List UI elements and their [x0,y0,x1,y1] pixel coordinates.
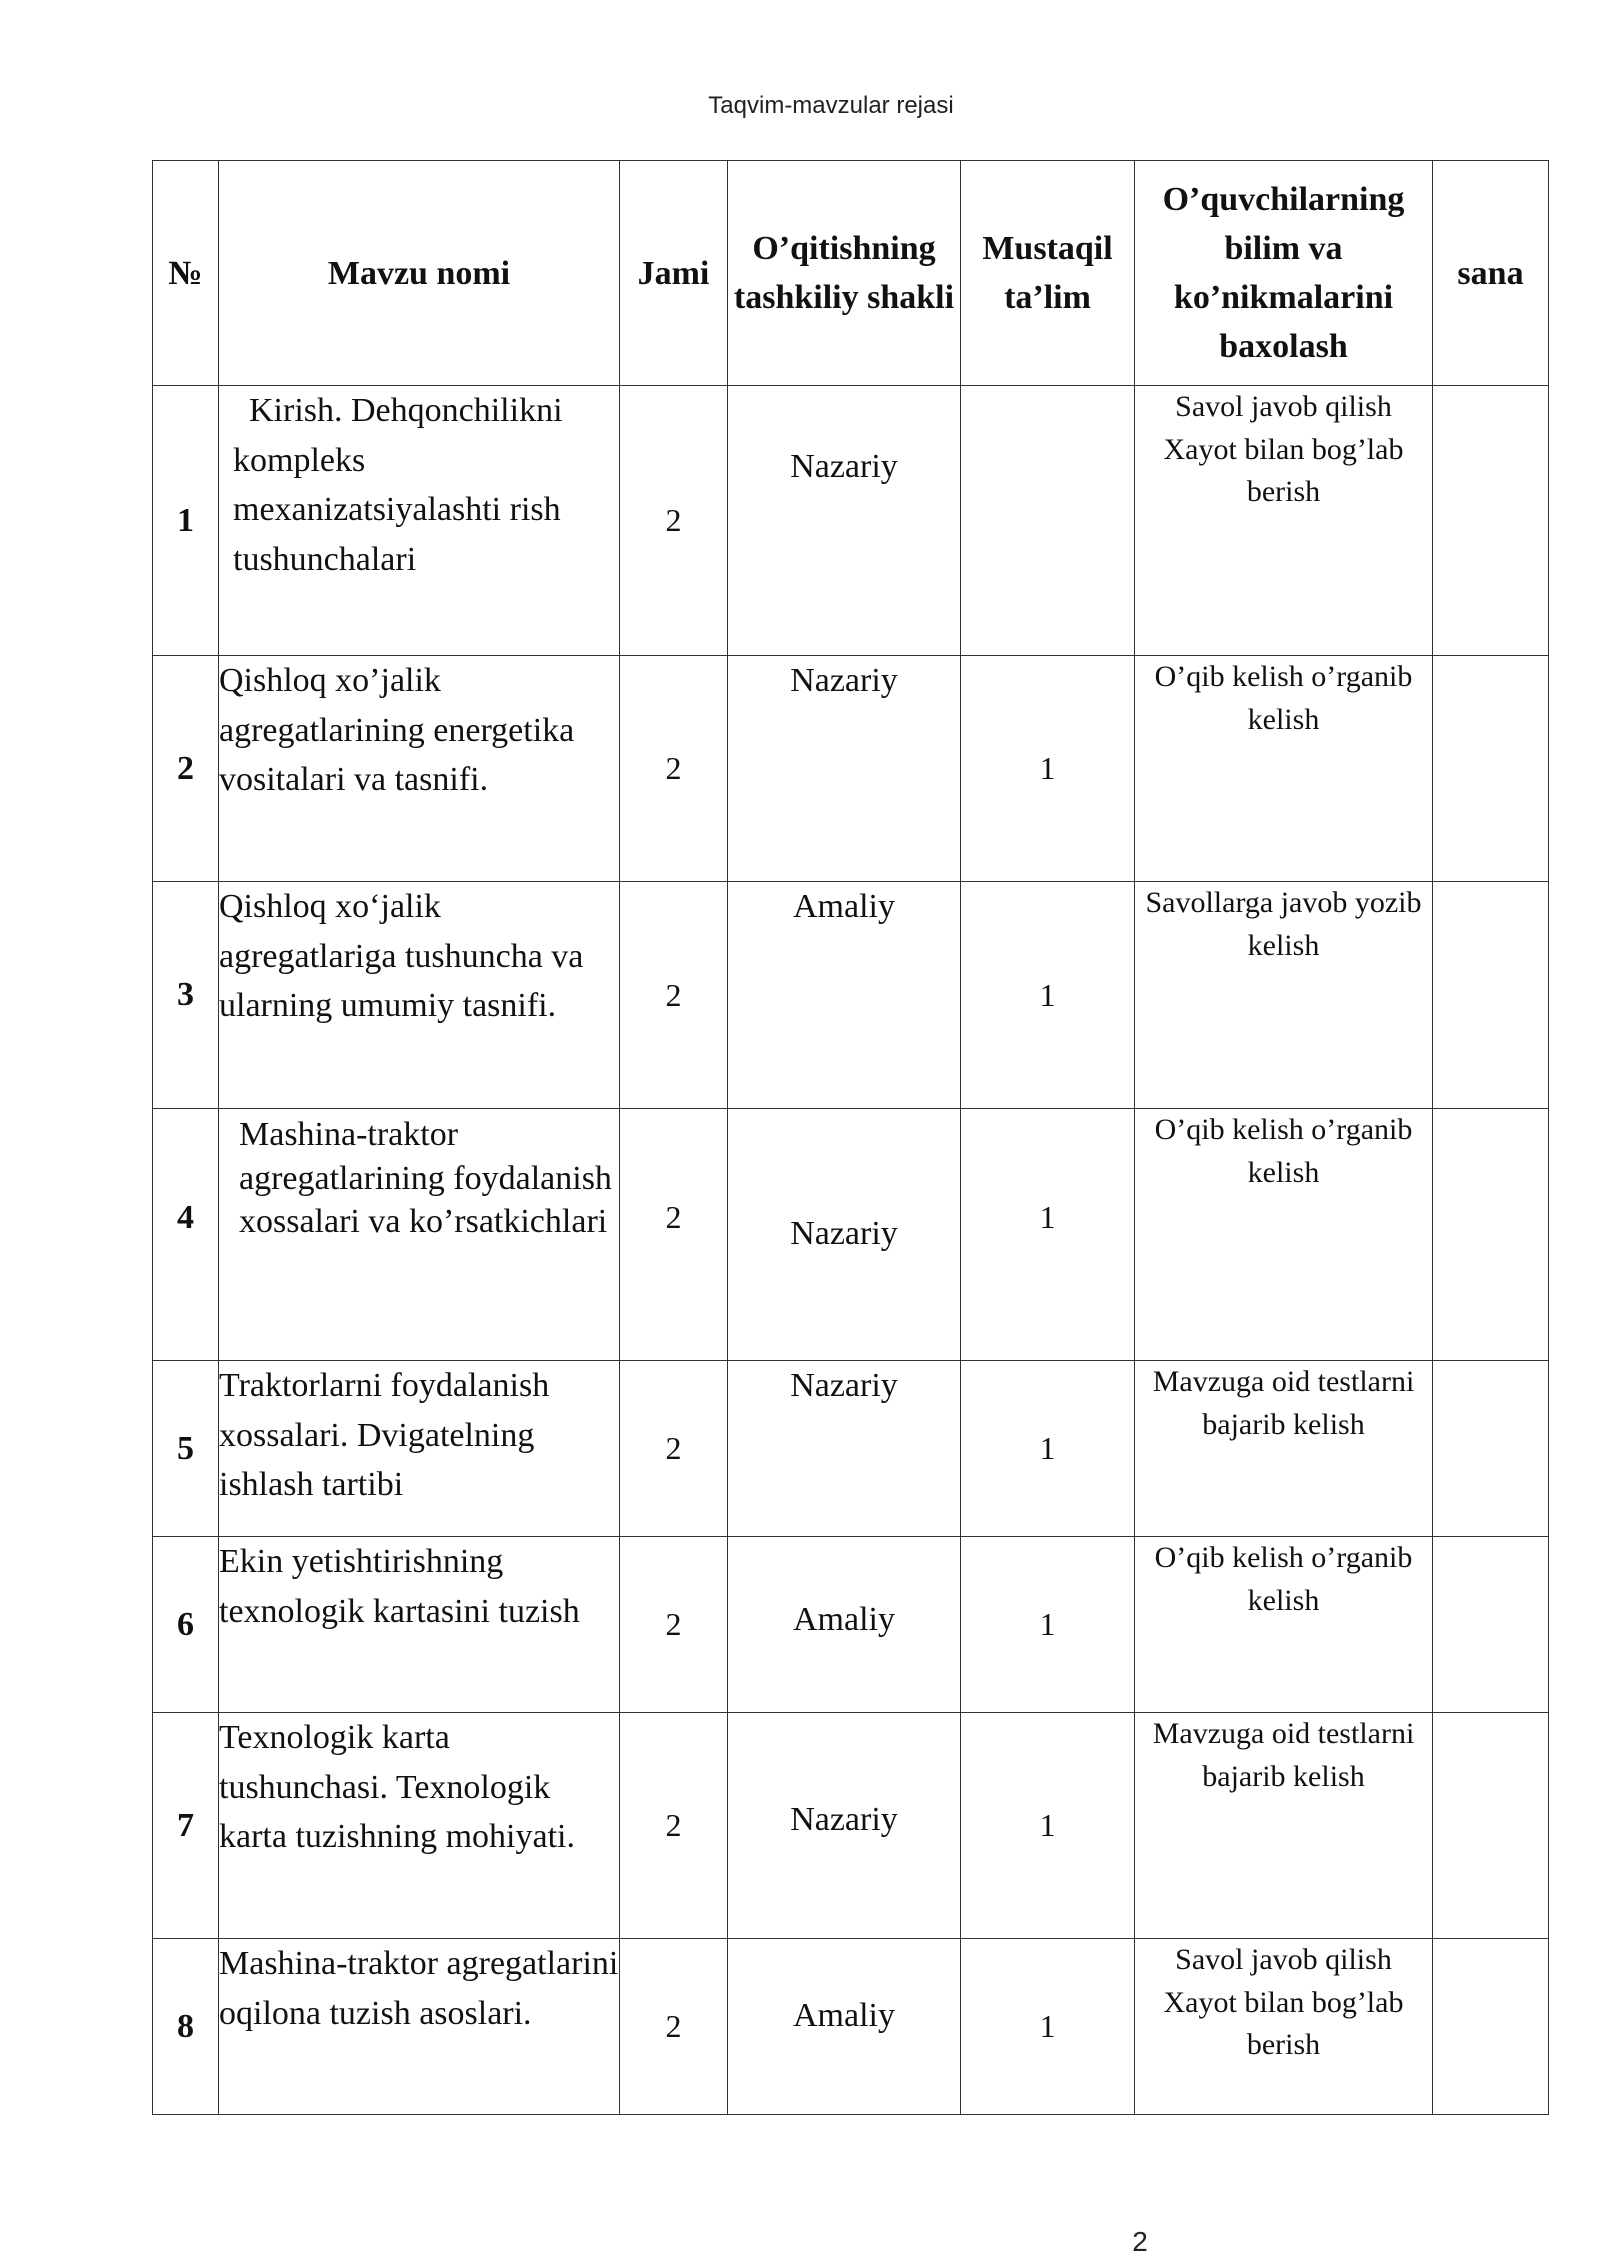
table-row [153,1939,1549,2115]
row-form: Nazariy [728,1361,961,1537]
row-assessment: Mavzuga oid testlarni bajarib kelish [1135,1361,1433,1537]
row-form: Nazariy [728,656,961,882]
row-assessment: Savol javob qilish Xayot bilan bog’lab berish [1135,386,1433,656]
row-num: 5 [153,1361,219,1537]
header-date: sana [1433,161,1549,386]
row-num: 2 [153,656,219,882]
row-date [1433,1109,1549,1361]
row-form: Nazariy [728,1109,961,1361]
row-independent: 1 [961,882,1135,1109]
row-date [1433,1537,1549,1713]
row-num: 8 [153,1939,219,2115]
row-assessment: Savol javob qilish Xayot bilan bog’lab berish [1135,1939,1433,2115]
row-independent: 1 [961,1537,1135,1713]
table-row [153,1713,1549,1939]
page-number: 2 [1132,2226,1148,2257]
row-form: Amaliy [728,882,961,1109]
row-independent: 1 [961,1939,1135,2115]
row-topic: Mashina-traktor agregatlarining foydalanish xossalari va ko’rsatkichlari [219,1109,620,1361]
row-assessment: O’qib kelish o’rganib kelish [1135,1537,1433,1713]
header-num: № [153,161,219,386]
row-num: 3 [153,882,219,1109]
table-row [153,1361,1549,1537]
row-total: 2 [620,1109,728,1361]
row-independent [961,386,1135,656]
row-topic: Texnologik karta tushunchasi. Texnologik karta tuzishning mohiyati. [219,1713,620,1939]
row-topic: Qishloq xo’jalik agregatlarining energetika vositalari va tasnifi. [219,656,620,882]
table-row [153,882,1549,1109]
row-assessment: O’qib kelish o’rganib kelish [1135,1109,1433,1361]
header-row [153,161,1549,386]
row-independent: 1 [961,1109,1135,1361]
row-total: 2 [620,1713,728,1939]
row-total: 2 [620,1939,728,2115]
row-topic [219,386,620,656]
row-num: 6 [153,1537,219,1713]
row-num: 1 [153,386,219,656]
row-topic-text: Kirish. Dehqonchilikni kompleks mexanizatsiyalashti rish tushunchalari [233,392,563,578]
header-topic: Mavzu nomi [219,161,620,386]
header-independent: Mustaqil ta’lim [961,161,1135,386]
row-form: Nazariy [728,1713,961,1939]
row-date [1433,386,1549,656]
header-form: O’qitishning tashkiliy shakli [728,161,961,386]
table-row [153,1109,1549,1361]
row-date [1433,1713,1549,1939]
row-topic: Ekin yetishtirishning texnologik kartasini tuzish [219,1537,620,1713]
row-independent: 1 [961,1361,1135,1537]
row-assessment: Mavzuga oid testlarni bajarib kelish [1135,1713,1433,1939]
row-assessment: O’qib kelish o’rganib kelish [1135,656,1433,882]
row-total: 2 [620,1537,728,1713]
row-total: 2 [620,1361,728,1537]
row-total: 2 [620,656,728,882]
row-num: 7 [153,1713,219,1939]
header-total: Jami [620,161,728,386]
table-row [153,656,1549,882]
row-topic: Mashina-traktor agregatlarini oqilona tuzish asoslari. [219,1939,620,2115]
row-form: Nazariy [728,386,961,656]
row-form: Amaliy [728,1939,961,2115]
row-date [1433,1361,1549,1537]
row-total: 2 [620,882,728,1109]
table-row [153,386,1549,656]
row-topic: Qishloq xo‘jalik agregatlariga tushuncha va ularning umumiy tasnifi. [219,882,620,1109]
row-total: 2 [620,386,728,656]
table-row [153,1537,1549,1713]
row-assessment: Savollarga javob yozib kelish [1135,882,1433,1109]
row-topic: Traktorlarni foydalanish xossalari. Dvigatelning ishlash tartibi [219,1361,620,1537]
row-independent: 1 [961,656,1135,882]
row-form: Amaliy [728,1537,961,1713]
header-assessment: O’quvchilarning bilim va ko’nikmalarini baxolash [1135,161,1433,386]
page-header: Taqvim-mavzular rejasi [708,92,954,119]
row-num: 4 [153,1109,219,1361]
calendar-plan-table [152,160,1549,2115]
row-date [1433,882,1549,1109]
row-date [1433,656,1549,882]
row-independent: 1 [961,1713,1135,1939]
row-date [1433,1939,1549,2115]
